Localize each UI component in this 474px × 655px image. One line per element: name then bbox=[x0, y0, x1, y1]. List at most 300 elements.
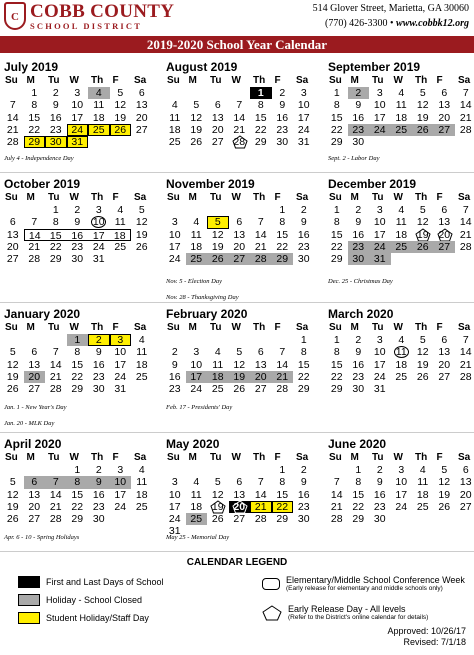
weekday-header: Th bbox=[253, 192, 266, 203]
day-cell: 9 bbox=[88, 476, 110, 488]
weekday-header: Su bbox=[5, 192, 18, 203]
month-grid bbox=[326, 321, 474, 395]
month-title: May 2020 bbox=[166, 437, 220, 451]
blank-cell bbox=[45, 464, 67, 476]
day-cell: 5 bbox=[419, 87, 426, 99]
day-cell: 23 bbox=[71, 240, 84, 253]
legend-first-last bbox=[18, 576, 164, 588]
day-cell: 17 bbox=[114, 488, 127, 501]
weekday-header: W bbox=[69, 75, 79, 86]
day-cell: 11 bbox=[190, 488, 202, 501]
month-grid bbox=[164, 191, 316, 265]
month-notes bbox=[4, 533, 79, 543]
day-cell: 23 bbox=[49, 123, 62, 136]
weekday-header: Su bbox=[167, 192, 180, 203]
month-title: June 2020 bbox=[328, 437, 387, 451]
day-cell: 28 bbox=[459, 123, 472, 136]
day-cell: 9 bbox=[355, 346, 362, 359]
day-cell: 5 bbox=[9, 346, 16, 359]
day-cell: 30 bbox=[71, 253, 84, 266]
day-cell: 5 bbox=[214, 476, 221, 489]
day-cell: 19 bbox=[438, 488, 451, 501]
day-cell: 19 bbox=[6, 500, 19, 513]
day-cell: 29 bbox=[297, 383, 310, 396]
blank-cell bbox=[207, 464, 229, 476]
day-cell: 29 bbox=[276, 513, 289, 526]
day-cell: 1 bbox=[300, 334, 307, 346]
day-cell: 18 bbox=[190, 240, 203, 253]
day-cell: 1 bbox=[333, 87, 340, 99]
holiday-note: Jan. 1 - New Year's Day bbox=[4, 404, 67, 411]
weekday-header: Sa bbox=[458, 452, 471, 463]
day-cell: 3 bbox=[300, 87, 307, 99]
day-cell: 29 bbox=[330, 383, 343, 396]
day-cell: 23 bbox=[168, 383, 181, 396]
day-cell: 25 bbox=[135, 370, 148, 383]
approved-date: Approved: 10/26/17 bbox=[387, 626, 466, 636]
day-cell: 22 bbox=[330, 123, 343, 136]
month-8 bbox=[326, 307, 474, 412]
weekday-header: Sa bbox=[134, 75, 147, 86]
day-cell: 31 bbox=[92, 253, 105, 266]
legend-conference-label: Elementary/Middle School Conference Week bbox=[286, 575, 465, 585]
weekday-header: F bbox=[436, 192, 443, 203]
row-divider bbox=[0, 302, 474, 303]
day-cell: 8 bbox=[31, 99, 38, 112]
day-cell: 26 bbox=[6, 513, 19, 526]
day-cell: 20 bbox=[135, 111, 148, 124]
day-cell: 13 bbox=[254, 358, 267, 371]
day-cell: 2 bbox=[74, 204, 81, 216]
weekday-header: W bbox=[69, 322, 79, 333]
blank-cell bbox=[207, 87, 229, 99]
day-cell: 27 bbox=[233, 513, 246, 526]
day-cell: 24 bbox=[114, 370, 127, 383]
day-cell: 11 bbox=[136, 346, 148, 359]
day-cell: 6 bbox=[462, 464, 469, 476]
day-cell: 2 bbox=[376, 464, 383, 476]
weekday-header: Su bbox=[5, 75, 18, 86]
day-cell: 20 bbox=[434, 229, 456, 241]
month-notes bbox=[4, 154, 74, 164]
day-cell: 15 bbox=[330, 358, 343, 371]
day-cell: 25 bbox=[186, 513, 208, 525]
day-cell: 21 bbox=[254, 240, 267, 253]
day-cell: 18 bbox=[207, 371, 229, 383]
day-cell: 14 bbox=[459, 346, 472, 359]
day-cell: 16 bbox=[373, 488, 386, 501]
weekday-header: Th bbox=[415, 322, 428, 333]
weekday-header: Sa bbox=[458, 75, 471, 86]
month-7 bbox=[164, 307, 316, 412]
day-cell: 8 bbox=[279, 476, 286, 489]
day-cell: 21 bbox=[28, 240, 41, 253]
day-cell: 30 bbox=[348, 253, 370, 265]
weekday-header: Sa bbox=[134, 452, 147, 463]
day-cell: 7 bbox=[462, 334, 469, 346]
day-cell: 7 bbox=[279, 346, 286, 359]
day-cell: 24 bbox=[369, 241, 391, 253]
blank-cell bbox=[326, 464, 348, 476]
day-cell: 19 bbox=[6, 370, 19, 383]
day-cell: 10 bbox=[168, 488, 181, 501]
day-cell: 22 bbox=[330, 370, 343, 383]
day-cell: 29 bbox=[71, 513, 84, 526]
website-link[interactable]: www.cobbk12.org bbox=[396, 18, 469, 29]
day-cell: 26 bbox=[211, 513, 224, 526]
weekday-header: W bbox=[393, 192, 403, 203]
day-cell: 5 bbox=[419, 204, 426, 216]
day-cell: 2 bbox=[300, 464, 307, 476]
day-cell: 9 bbox=[52, 99, 59, 112]
day-cell: 4 bbox=[171, 99, 178, 112]
day-cell: 18 bbox=[395, 228, 408, 241]
day-cell: 12 bbox=[416, 346, 429, 359]
day-cell: 17 bbox=[71, 111, 84, 124]
day-cell: 10 bbox=[373, 346, 386, 359]
day-cell: 28 bbox=[229, 136, 251, 148]
day-cell: 29 bbox=[330, 136, 343, 149]
day-cell: 17 bbox=[168, 500, 181, 513]
day-cell: 6 bbox=[236, 476, 243, 489]
day-cell: 7 bbox=[333, 476, 340, 489]
day-cell: 19 bbox=[190, 123, 203, 136]
district-subtitle: SCHOOL DISTRICT bbox=[30, 21, 143, 31]
legend-first-last-label: First and Last Days of School bbox=[46, 577, 164, 587]
day-cell: 12 bbox=[211, 488, 224, 501]
weekday-header: Sa bbox=[134, 192, 147, 203]
day-cell: 22 bbox=[330, 240, 343, 253]
month-grid bbox=[2, 191, 154, 265]
day-cell: 15 bbox=[276, 228, 289, 241]
month-title: December 2019 bbox=[328, 177, 417, 191]
legend-student-holiday-label: Student Holiday/Staff Day bbox=[46, 613, 149, 623]
day-cell: 25 bbox=[114, 240, 127, 253]
day-cell: 24 bbox=[369, 124, 391, 136]
day-cell: 1 bbox=[52, 204, 59, 216]
weekday-header: M bbox=[188, 192, 197, 203]
day-cell: 4 bbox=[398, 87, 405, 99]
day-cell: 5 bbox=[193, 99, 200, 112]
blank-cell bbox=[229, 204, 251, 216]
day-cell: 30 bbox=[352, 383, 365, 396]
day-cell: 28 bbox=[49, 513, 62, 526]
day-cell: 25 bbox=[395, 370, 408, 383]
day-cell: 16 bbox=[297, 228, 310, 241]
day-cell: 14 bbox=[254, 228, 267, 241]
day-cell: 10 bbox=[373, 99, 386, 112]
day-cell: 19 bbox=[207, 501, 229, 513]
day-cell: 3 bbox=[171, 476, 178, 489]
day-cell: 23 bbox=[373, 500, 386, 513]
day-cell: 30 bbox=[297, 513, 310, 526]
day-cell: 1 bbox=[333, 334, 340, 346]
month-6 bbox=[2, 307, 154, 412]
day-cell: 4 bbox=[193, 476, 200, 489]
day-cell: 24 bbox=[92, 240, 105, 253]
day-cell: 18 bbox=[135, 488, 148, 501]
blank-cell bbox=[207, 204, 229, 216]
day-cell: 28 bbox=[254, 513, 267, 526]
weekday-header: Th bbox=[415, 75, 428, 86]
day-cell: 1 bbox=[250, 87, 272, 99]
blank-cell bbox=[24, 464, 46, 476]
weekday-header: W bbox=[231, 452, 241, 463]
day-cell: 24 bbox=[114, 500, 127, 513]
day-cell: 11 bbox=[114, 216, 126, 229]
day-cell: 4 bbox=[193, 216, 200, 229]
weekday-header: Sa bbox=[296, 452, 309, 463]
day-cell: 2 bbox=[355, 204, 362, 216]
holiday-note: Sept. 2 - Labor Day bbox=[328, 155, 380, 162]
weekday-header: F bbox=[274, 192, 281, 203]
day-cell: 25 bbox=[416, 500, 429, 513]
day-cell: 19 bbox=[416, 111, 429, 124]
day-cell: 23 bbox=[92, 370, 105, 383]
row-divider bbox=[0, 172, 474, 173]
day-cell: 18 bbox=[168, 123, 181, 136]
blank-cell bbox=[272, 334, 294, 346]
day-cell: 25 bbox=[88, 124, 110, 136]
month-9 bbox=[2, 437, 154, 542]
day-cell: 12 bbox=[6, 358, 19, 371]
weekday-header: Tu bbox=[210, 322, 222, 333]
month-1 bbox=[164, 60, 316, 165]
weekday-header: M bbox=[350, 75, 359, 86]
day-cell: 20 bbox=[6, 240, 19, 253]
day-cell: 20 bbox=[24, 371, 46, 383]
day-cell: 18 bbox=[92, 111, 105, 124]
day-cell: 6 bbox=[138, 87, 145, 99]
day-cell: 12 bbox=[233, 358, 246, 371]
day-cell: 10 bbox=[297, 99, 310, 112]
month-notes bbox=[166, 403, 232, 413]
day-cell: 14 bbox=[49, 488, 62, 501]
day-cell: 12 bbox=[135, 216, 148, 229]
day-cell: 25 bbox=[211, 383, 224, 396]
day-cell: 7 bbox=[462, 87, 469, 99]
blank-cell bbox=[250, 464, 272, 476]
day-cell: 18 bbox=[110, 229, 132, 241]
day-cell: 6 bbox=[31, 346, 38, 359]
day-cell: 17 bbox=[373, 111, 386, 124]
day-cell: 12 bbox=[416, 216, 429, 229]
day-cell: 4 bbox=[398, 334, 405, 346]
weekday-header: M bbox=[350, 452, 359, 463]
day-cell: 16 bbox=[49, 111, 62, 124]
day-cell: 3 bbox=[110, 334, 132, 346]
day-cell: 2 bbox=[279, 87, 286, 99]
weekday-header: W bbox=[231, 192, 241, 203]
day-cell: 13 bbox=[438, 216, 451, 229]
day-cell: 12 bbox=[211, 228, 224, 241]
day-cell: 14 bbox=[254, 488, 267, 501]
month-title: February 2020 bbox=[166, 307, 248, 321]
day-cell: 27 bbox=[254, 383, 267, 396]
day-cell: 28 bbox=[459, 370, 472, 383]
blank-cell bbox=[2, 334, 24, 346]
day-cell: 24 bbox=[168, 253, 181, 266]
month-title: January 2020 bbox=[4, 307, 81, 321]
day-cell: 4 bbox=[214, 346, 221, 359]
day-cell: 29 bbox=[24, 136, 46, 148]
weekday-header: Th bbox=[415, 452, 428, 463]
day-cell: 30 bbox=[92, 513, 105, 526]
day-cell: 8 bbox=[257, 99, 264, 112]
phone: (770) 426-3300 bbox=[325, 18, 388, 29]
day-cell: 9 bbox=[355, 99, 362, 112]
day-cell: 16 bbox=[67, 229, 89, 241]
day-cell: 24 bbox=[67, 124, 89, 136]
day-cell: 15 bbox=[352, 488, 365, 501]
weekday-header: Sa bbox=[458, 192, 471, 203]
day-cell: 23 bbox=[297, 240, 310, 253]
day-cell: 4 bbox=[138, 464, 145, 476]
day-cell: 13 bbox=[459, 476, 472, 489]
day-cell: 29 bbox=[254, 136, 267, 149]
day-cell: 6 bbox=[441, 87, 448, 99]
day-cell: 3 bbox=[171, 216, 178, 229]
day-cell: 27 bbox=[6, 253, 19, 266]
day-cell: 26 bbox=[233, 383, 246, 396]
day-cell: 7 bbox=[257, 216, 264, 229]
holiday-note: Nov. 28 - Thanksgiving Day bbox=[166, 294, 239, 301]
day-cell: 19 bbox=[114, 111, 127, 124]
day-cell: 21 bbox=[49, 500, 62, 513]
day-cell: 18 bbox=[395, 358, 408, 371]
day-cell: 5 bbox=[236, 346, 243, 359]
day-cell: 15 bbox=[71, 488, 84, 501]
weekday-header: Tu bbox=[48, 322, 60, 333]
day-cell: 5 bbox=[441, 464, 448, 476]
day-cell: 17 bbox=[114, 358, 127, 371]
day-cell: 4 bbox=[398, 204, 405, 216]
day-cell: 9 bbox=[95, 346, 102, 359]
day-cell: 29 bbox=[49, 253, 62, 266]
weekday-header: F bbox=[274, 75, 281, 86]
month-5 bbox=[326, 177, 474, 282]
legend-title: CALENDAR LEGEND bbox=[186, 557, 288, 568]
day-cell: 16 bbox=[352, 111, 365, 124]
day-cell: 17 bbox=[168, 240, 181, 253]
day-cell: 20 bbox=[211, 123, 224, 136]
day-cell: 30 bbox=[352, 136, 365, 149]
day-cell: 10 bbox=[71, 99, 84, 112]
day-cell: 27 bbox=[459, 500, 472, 513]
weekday-header: W bbox=[393, 75, 403, 86]
day-cell: 21 bbox=[6, 123, 19, 136]
day-cell: 31 bbox=[67, 136, 89, 148]
day-cell: 18 bbox=[416, 488, 429, 501]
day-cell: 21 bbox=[459, 358, 472, 371]
month-title: March 2020 bbox=[328, 307, 394, 321]
weekday-header: M bbox=[188, 75, 197, 86]
day-cell: 2 bbox=[355, 334, 362, 346]
day-cell: 12 bbox=[190, 111, 203, 124]
blank-cell bbox=[164, 204, 186, 216]
day-cell: 15 bbox=[276, 488, 289, 501]
pentagon-icon bbox=[262, 605, 282, 621]
blank-cell bbox=[2, 204, 24, 216]
weekday-header: F bbox=[436, 75, 443, 86]
day-cell: 20 bbox=[229, 501, 251, 513]
day-cell: 24 bbox=[373, 370, 386, 383]
day-cell: 27 bbox=[28, 383, 41, 396]
day-cell: 31 bbox=[297, 136, 310, 149]
day-cell: 2 bbox=[171, 346, 178, 359]
weekday-header: F bbox=[112, 192, 119, 203]
holiday-note: Feb. 17 - Presidents' Day bbox=[166, 404, 233, 411]
weekday-header: M bbox=[350, 322, 359, 333]
holiday-note: Nov. 5 - Election Day bbox=[166, 278, 223, 285]
month-3 bbox=[2, 177, 154, 282]
blank-cell bbox=[164, 464, 186, 476]
rounded-box-icon bbox=[262, 578, 280, 590]
weekday-header: Tu bbox=[372, 192, 384, 203]
blank-cell bbox=[186, 87, 208, 99]
day-cell: 31 bbox=[373, 383, 386, 396]
month-title: April 2020 bbox=[4, 437, 62, 451]
month-title: October 2019 bbox=[4, 177, 81, 191]
weekday-header: F bbox=[112, 75, 119, 86]
day-cell: 31 bbox=[369, 253, 391, 265]
day-cell: 13 bbox=[233, 488, 246, 501]
day-cell: 25 bbox=[391, 124, 413, 136]
day-cell: 30 bbox=[373, 513, 386, 526]
day-cell: 5 bbox=[419, 334, 426, 346]
day-cell: 19 bbox=[229, 371, 251, 383]
day-cell: 3 bbox=[376, 334, 383, 346]
weekday-header: F bbox=[436, 322, 443, 333]
day-cell: 23 bbox=[348, 124, 370, 136]
day-cell: 12 bbox=[6, 488, 19, 501]
legend-student-holiday bbox=[18, 612, 149, 624]
day-cell: 22 bbox=[352, 500, 365, 513]
weekday-header: M bbox=[26, 452, 35, 463]
day-cell: 22 bbox=[276, 240, 289, 253]
day-cell: 3 bbox=[376, 87, 383, 99]
month-4 bbox=[164, 177, 316, 282]
day-cell: 1 bbox=[74, 464, 81, 476]
day-cell: 2 bbox=[300, 204, 307, 216]
weekday-header: Th bbox=[91, 192, 104, 203]
weekday-header: Su bbox=[329, 192, 342, 203]
weekday-header: Tu bbox=[48, 192, 60, 203]
day-cell: 6 bbox=[24, 476, 46, 488]
day-cell: 21 bbox=[330, 500, 343, 513]
day-cell: 11 bbox=[417, 476, 429, 489]
holiday-note: Jan. 20 - MLK Day bbox=[4, 420, 55, 427]
day-cell: 8 bbox=[333, 99, 340, 112]
blank-cell bbox=[164, 87, 186, 99]
month-notes bbox=[4, 403, 67, 429]
weekday-header: Su bbox=[329, 322, 342, 333]
day-cell: 19 bbox=[135, 228, 148, 241]
day-cell: 8 bbox=[333, 346, 340, 359]
day-cell: 10 bbox=[190, 358, 203, 371]
day-cell: 26 bbox=[412, 241, 434, 253]
weekday-header: F bbox=[436, 452, 443, 463]
day-cell: 13 bbox=[28, 488, 41, 501]
day-cell: 17 bbox=[297, 111, 310, 124]
day-cell: 22 bbox=[71, 500, 84, 513]
day-cell: 16 bbox=[168, 370, 181, 383]
day-cell: 11 bbox=[395, 216, 407, 229]
weekday-header: Su bbox=[329, 452, 342, 463]
day-cell: 10 bbox=[373, 216, 386, 229]
day-cell: 4 bbox=[138, 334, 145, 346]
day-cell: 8 bbox=[52, 216, 59, 229]
